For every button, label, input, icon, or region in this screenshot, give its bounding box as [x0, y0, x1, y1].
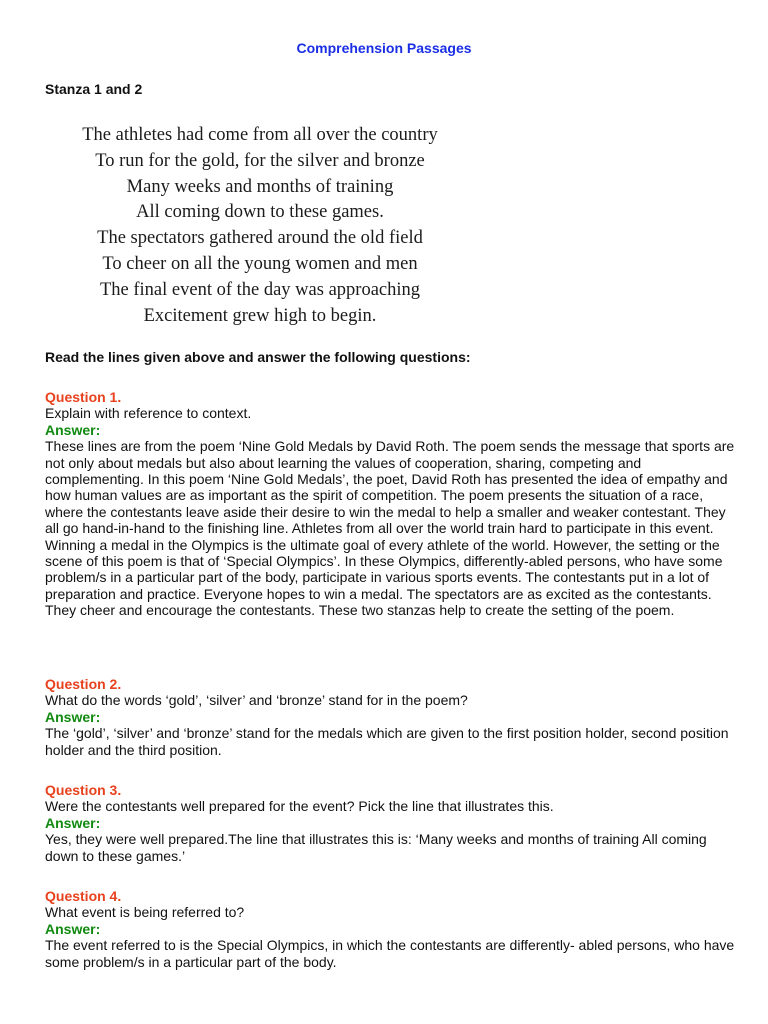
- poem-line: To cheer on all the young women and men: [102, 253, 418, 274]
- instruction-text: Read the lines given above and answer the following questions:: [45, 349, 471, 365]
- page-title: Comprehension Passages: [296, 40, 472, 56]
- question-label: Question 3.: [45, 782, 122, 798]
- answer-text: The ‘gold’, ‘silver’ and ‘bronze’ stand for the medals which are given to the first position holder, second position holder and the third position.: [45, 725, 729, 758]
- question-block-4: [45, 888, 735, 970]
- answer-label: Answer:: [45, 920, 101, 937]
- poem-line: All coming down to these games.: [136, 202, 384, 223]
- answer-text: The event referred to is the Special Olympics, in which the contestants are differently- abled persons, who have some problem/s in a particular part of the body.: [45, 937, 735, 970]
- poem-line: The spectators gathered around the old field: [97, 228, 423, 249]
- answer-label: Answer:: [45, 814, 101, 831]
- answer-text: Yes, they were well prepared.The line that illustrates this is: ‘Many weeks and months of training All coming down to these games.’: [45, 831, 707, 864]
- question-text: What event is being referred to?: [45, 904, 245, 921]
- poem-line: The final event of the day was approaching: [99, 279, 421, 300]
- answer-text: These lines are from the poem ‘Nine Gold Medals by David Roth. The poem sends the message that sports are not only about medals but also about learning the values of cooperation, sharing, competing and complementing. In this poem ‘Nine Gold Medals’, the poet, David Roth has presented the idea of empathy and how human values are as important as the spirit of competition. The poem presents the situation of a race, where the contestants leave aside their desire to win the medal to help a smaller and weaker contestant. They all go hand-in-hand to the finishing line. Athletes from all over the world train hard to participate in this event. Winning a medal in the Olympics is the ultimate goal of every athlete of the world. However, the setting or the scene of this poem is that of ‘Special Olympics’. In these Olympics, differently-abled persons, who have some problem/s in a particular part of the body, participate in various sports events. The contestants put in a lot of preparation and practice. Everyone hopes to win a medal. The spectators are as excited as the contestants. They cheer and encourage the contestants. These two stanzas help to create the setting of the poem.: [45, 438, 735, 619]
- question-label: Question 4.: [45, 888, 122, 904]
- poem-excerpt: [55, 123, 465, 329]
- question-block-2: [45, 676, 735, 758]
- poem-line: The athletes had come from all over the country: [82, 125, 438, 145]
- poem-line: To run for the gold, for the silver and bronze: [95, 150, 425, 171]
- question-text: What do the words ‘gold’, ‘silver’ and ‘bronze’ stand for in the poem?: [45, 692, 468, 709]
- question-label: Question 1.: [45, 389, 122, 405]
- question-label: Question 2.: [45, 676, 122, 692]
- poem-line: Many weeks and months of training: [126, 176, 394, 197]
- answer-label: Answer:: [45, 421, 101, 438]
- question-block-1: [45, 389, 735, 619]
- poem-line: Excitement grew high to begin.: [143, 305, 377, 326]
- question-text: Explain with reference to context.: [45, 405, 252, 422]
- answer-label: Answer:: [45, 708, 101, 725]
- question-block-3: [45, 782, 735, 864]
- stanza-heading: Stanza 1 and 2: [45, 81, 143, 97]
- question-text: Were the contestants well prepared for the event? Pick the line that illustrates this.: [45, 798, 554, 815]
